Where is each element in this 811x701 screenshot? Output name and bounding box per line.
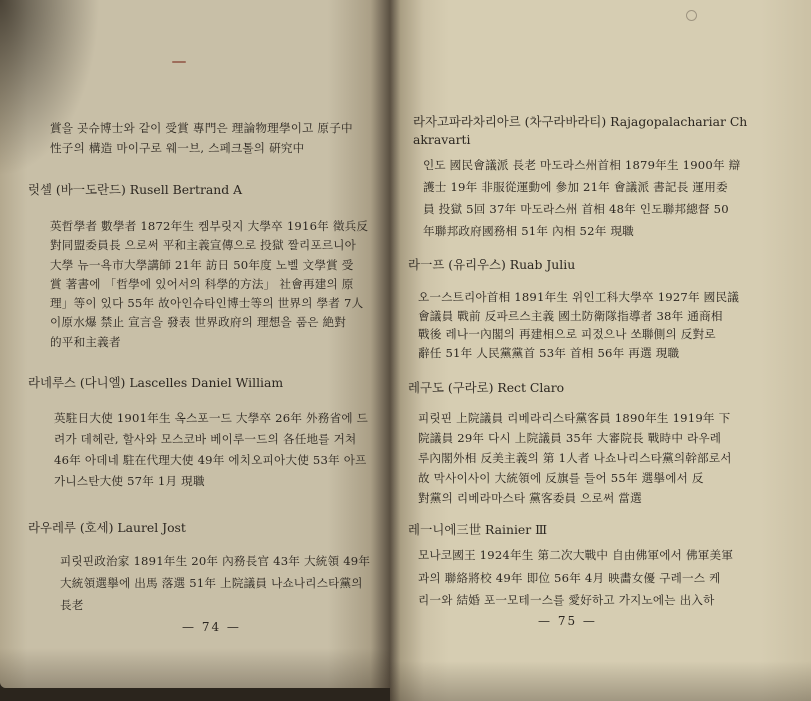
- text-line: 員 投獄 5回 37年 마도라스州 首相 48年 인도聯邦總督 50: [423, 202, 729, 216]
- text-line: 大學 뉴一욕市大學講師 21年 訪日 50年度 노벨 文學賞 受: [50, 257, 354, 272]
- entry-body: [60, 550, 385, 616]
- text-line: 故 막사이사이 大統領에 反旗를 들어 55年 選擧에서 反: [418, 471, 704, 485]
- entry-body: [418, 408, 803, 508]
- text-line: 피릿핀 上院議員 리베라리스타黨客員 1890年生 1919年 下: [418, 411, 731, 425]
- text-line: 루內閣外相 反美主義의 第 1人者 나쇼나리스타黨의幹部로서: [418, 451, 732, 465]
- ink-mark: [172, 61, 186, 63]
- text-line: 辭任 51年 人民黨黨首 53年 首相 56年 再選 現職: [418, 345, 680, 360]
- text-line: 對同盟委員長 으로써 平和主義宣傳으로 投獄 짤리포르니아: [50, 238, 357, 253]
- page-number: — 74 —: [182, 620, 241, 634]
- text-line: 英哲學者 數學者 1872年生 켐부릿지 大學卒 1916年 徵兵反: [50, 219, 369, 233]
- text-line: 과의 聯絡將校 49年 即位 56年 4月 映畵女優 구레一스 케: [418, 570, 721, 585]
- entry-heading: 라네루스 (다니엘) Lascelles Daniel William: [28, 375, 284, 390]
- text-line: 大統領選擧에 出馬 落選 51年 上院議員 나쇼나리스타黨의: [60, 576, 363, 590]
- text-line: 가니스탄大使 57年 1月 現職: [54, 474, 205, 488]
- text-line: 會議員 戰前 反파르스主義 國土防衛隊指導者 38年 通商相: [418, 308, 723, 323]
- text-line: 英駐日大使 1901年生 옥스포一드 大學卒 26年 外務省에 드: [54, 411, 369, 425]
- heading-line: akravarti: [413, 132, 471, 147]
- continuation-text: [50, 118, 380, 158]
- text-line: 理」等이 있다 55年 故아인슈타인博士等의 世界의 學者 7人: [50, 296, 364, 311]
- text-line: 이原水爆 禁止 宣言을 發表 世界政府의 理想을 품은 絶對: [50, 315, 347, 330]
- text-line: 賞을 곳슈博士와 같이 受賞 專門은 理論物理學이고 原子中: [50, 121, 353, 135]
- entry-body: [418, 544, 803, 612]
- entry-heading: 라우레루 (호세) Laurel Jost: [28, 520, 186, 535]
- text-line: 護士 19年 非服從運動에 參加 21年 會議派 書記長 運用委: [423, 180, 728, 194]
- entry-heading: 레一니에三世 Rainier Ⅲ: [408, 522, 548, 537]
- text-line: 對黨의 리베라마스타 黨客委員 으로써 當選: [418, 491, 642, 505]
- text-line: 戰後 레나一內閣의 再建相으로 피젔으나 쏘聯側의 反對로: [418, 327, 716, 342]
- page-number: — 75 —: [538, 614, 597, 628]
- right-page: [390, 0, 811, 701]
- page-shadow: [0, 648, 390, 688]
- text-line: 피릿핀政治家 1891年生 20年 內務長官 43年 大統領 49年: [60, 554, 371, 568]
- text-line: 性子의 構造 마이구로 웨一브, 스페크톨의 硏究中: [50, 141, 305, 155]
- entry-body: [423, 154, 803, 242]
- page-shadow: [390, 661, 811, 701]
- text-line: 오一스트리아首相 1891年生 위인工科大學卒 1927年 國民議: [418, 290, 740, 304]
- text-line: 모나코國王 1924年生 第二次大戰中 自由佛軍에서 佛軍美軍: [418, 548, 734, 562]
- text-line: 리一와 結婚 포一모테一스를 愛好하고 가지노에는 出入하: [418, 593, 715, 607]
- text-line: 인도 國民會議派 長老 마도라스州首相 1879年生 1900年 辯: [423, 158, 741, 172]
- text-line: 46年 아데네 駐在代理大使 49年 에치오피아大使 53年 아프: [54, 453, 367, 467]
- text-line: 長老: [60, 598, 84, 612]
- entry-body: [418, 288, 803, 362]
- text-line: 院議員 29年 다시 上院議員 35年 大審院長 戰時中 라우레: [418, 431, 722, 445]
- entry-heading: 라一프 (유리우스) Ruab Juliu: [408, 257, 576, 272]
- entry-body: [54, 408, 384, 492]
- left-page: [0, 0, 390, 688]
- entry-body: [50, 217, 382, 352]
- entry-heading: [413, 113, 805, 149]
- text-line: 賞 著書에 「哲學에 있어서의 科學的方法」 社會再建의 原: [50, 276, 354, 291]
- text-line: 的平和主義者: [50, 334, 121, 349]
- text-line: 年聯邦政府國務相 51年 內相 52年 現職: [423, 224, 634, 238]
- entry-heading: 레구도 (구라로) Rect Claro: [408, 380, 565, 395]
- heading-line: 라자고파라차리아르 (차구라바라티) Rajagopalachariar Ch: [413, 114, 748, 129]
- pencil-mark: [686, 10, 697, 21]
- entry-heading: 럿셀 (바一도란드) Rusell Bertrand A: [28, 182, 243, 197]
- text-line: 려가 데헤란, 할사와 모스코바 베이루一드의 各任地를 거쳐: [54, 432, 357, 446]
